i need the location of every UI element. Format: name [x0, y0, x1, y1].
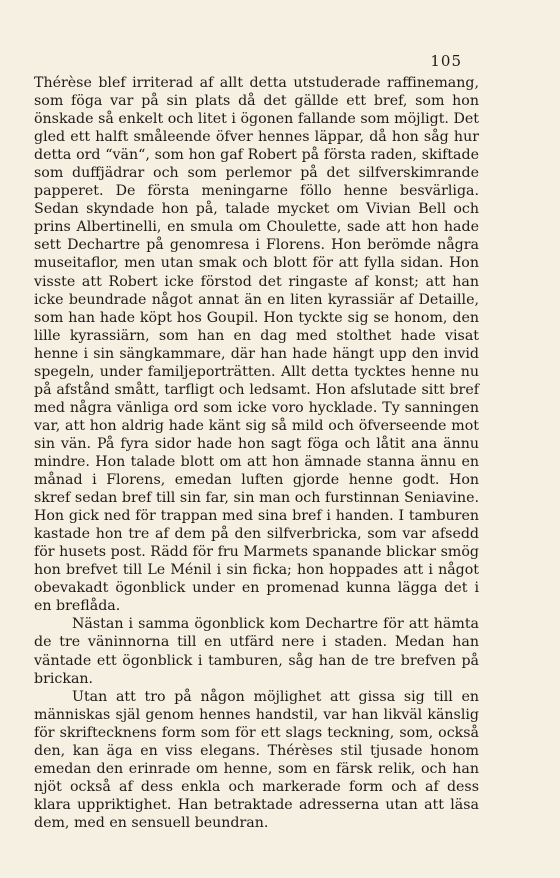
page-number: 105 [430, 52, 462, 70]
paragraph: Utan att tro på någon möjlighet att gissa sig till en människas själ genom hennes handstil, var han likväl känslig för skriftecknens form som för ett slags teckning, som, också den, kan äga en viss elegans. Thérèses stil tjusade honom emedan den erinrade om henne, som en färsk relik, och han njöt också af dess enkla och markerade form och af dess klara uppriktighet. Han betraktade adresserna utan att läsa dem, med en sensuell beundran. [34, 688, 479, 831]
page-body [34, 74, 479, 832]
paragraph: Thérèse blef irriterad af allt detta utstuderade raffinemang, som föga var på sin plats då det gällde ett bref, som hon önskade så enkelt och litet i ögonen fallande som möjligt. Det gled ett halft småleende öfver hennes läppar, då hon såg hur detta ord “vän“, som hon gaf Robert på första raden, skiftade som duffjädrar och som perlemor på det silfverskimrande papperet. De första meningarne föllo henne besvärliga. Sedan skyndade hon på, talade mycket om Vivian Bell och prins Albertinelli, en smula om Choulette, sade att hon hade sett Dechartre på genomresa i Florens. Hon berömde några museitaflor, men utan smak och blott för att fylla sidan. Hon visste att Robert icke förstod det ringaste af konst; att han icke beundrade något annat än en liten kyrassiär af Detaille, som han hade köpt hos Goupil. Hon tyckte sig se honom, den lille kyrassiärn, som han en dag med stolthet hade visat henne i sin sängkammare, där han hade hängt upp den invid spegeln, under familjeporträtten. Allt detta tycktes henne nu på afstånd smått, tarfligt och ledsamt. Hon afslutade sitt bref med några vänliga ord som icke voro hycklade. Ty sanningen var, att hon aldrig hade känt sig så mild och öfverseende mot sin vän. På fyra sidor hade hon sagt föga och låtit ana ännu mindre. Hon talade blott om att hon ämnade stanna ännu en månad i Florens, emedan luften gjorde henne godt. Hon skref sedan bref till sin far, sin man och furstinnan Seniavine. Hon gick ned för trappan med sina bref i handen. I tamburen kastade hon tre af dem på den silfverbricka, som var afsedd för husets post. Rädd för fru Marmets spanande blickar smög hon brefvet till Le Ménil i sin ficka; hon hoppades att i något obevakadt ögonblick under en promenad kunna lägga det i en breflåda. [34, 75, 479, 615]
paragraph: Nästan i samma ögonblick kom Dechartre för att hämta de tre väninnorna till en utfärd nere i staden. Medan han väntade ett ögonblick i tamburen, såg han de tre brefven på brickan. [34, 616, 479, 687]
